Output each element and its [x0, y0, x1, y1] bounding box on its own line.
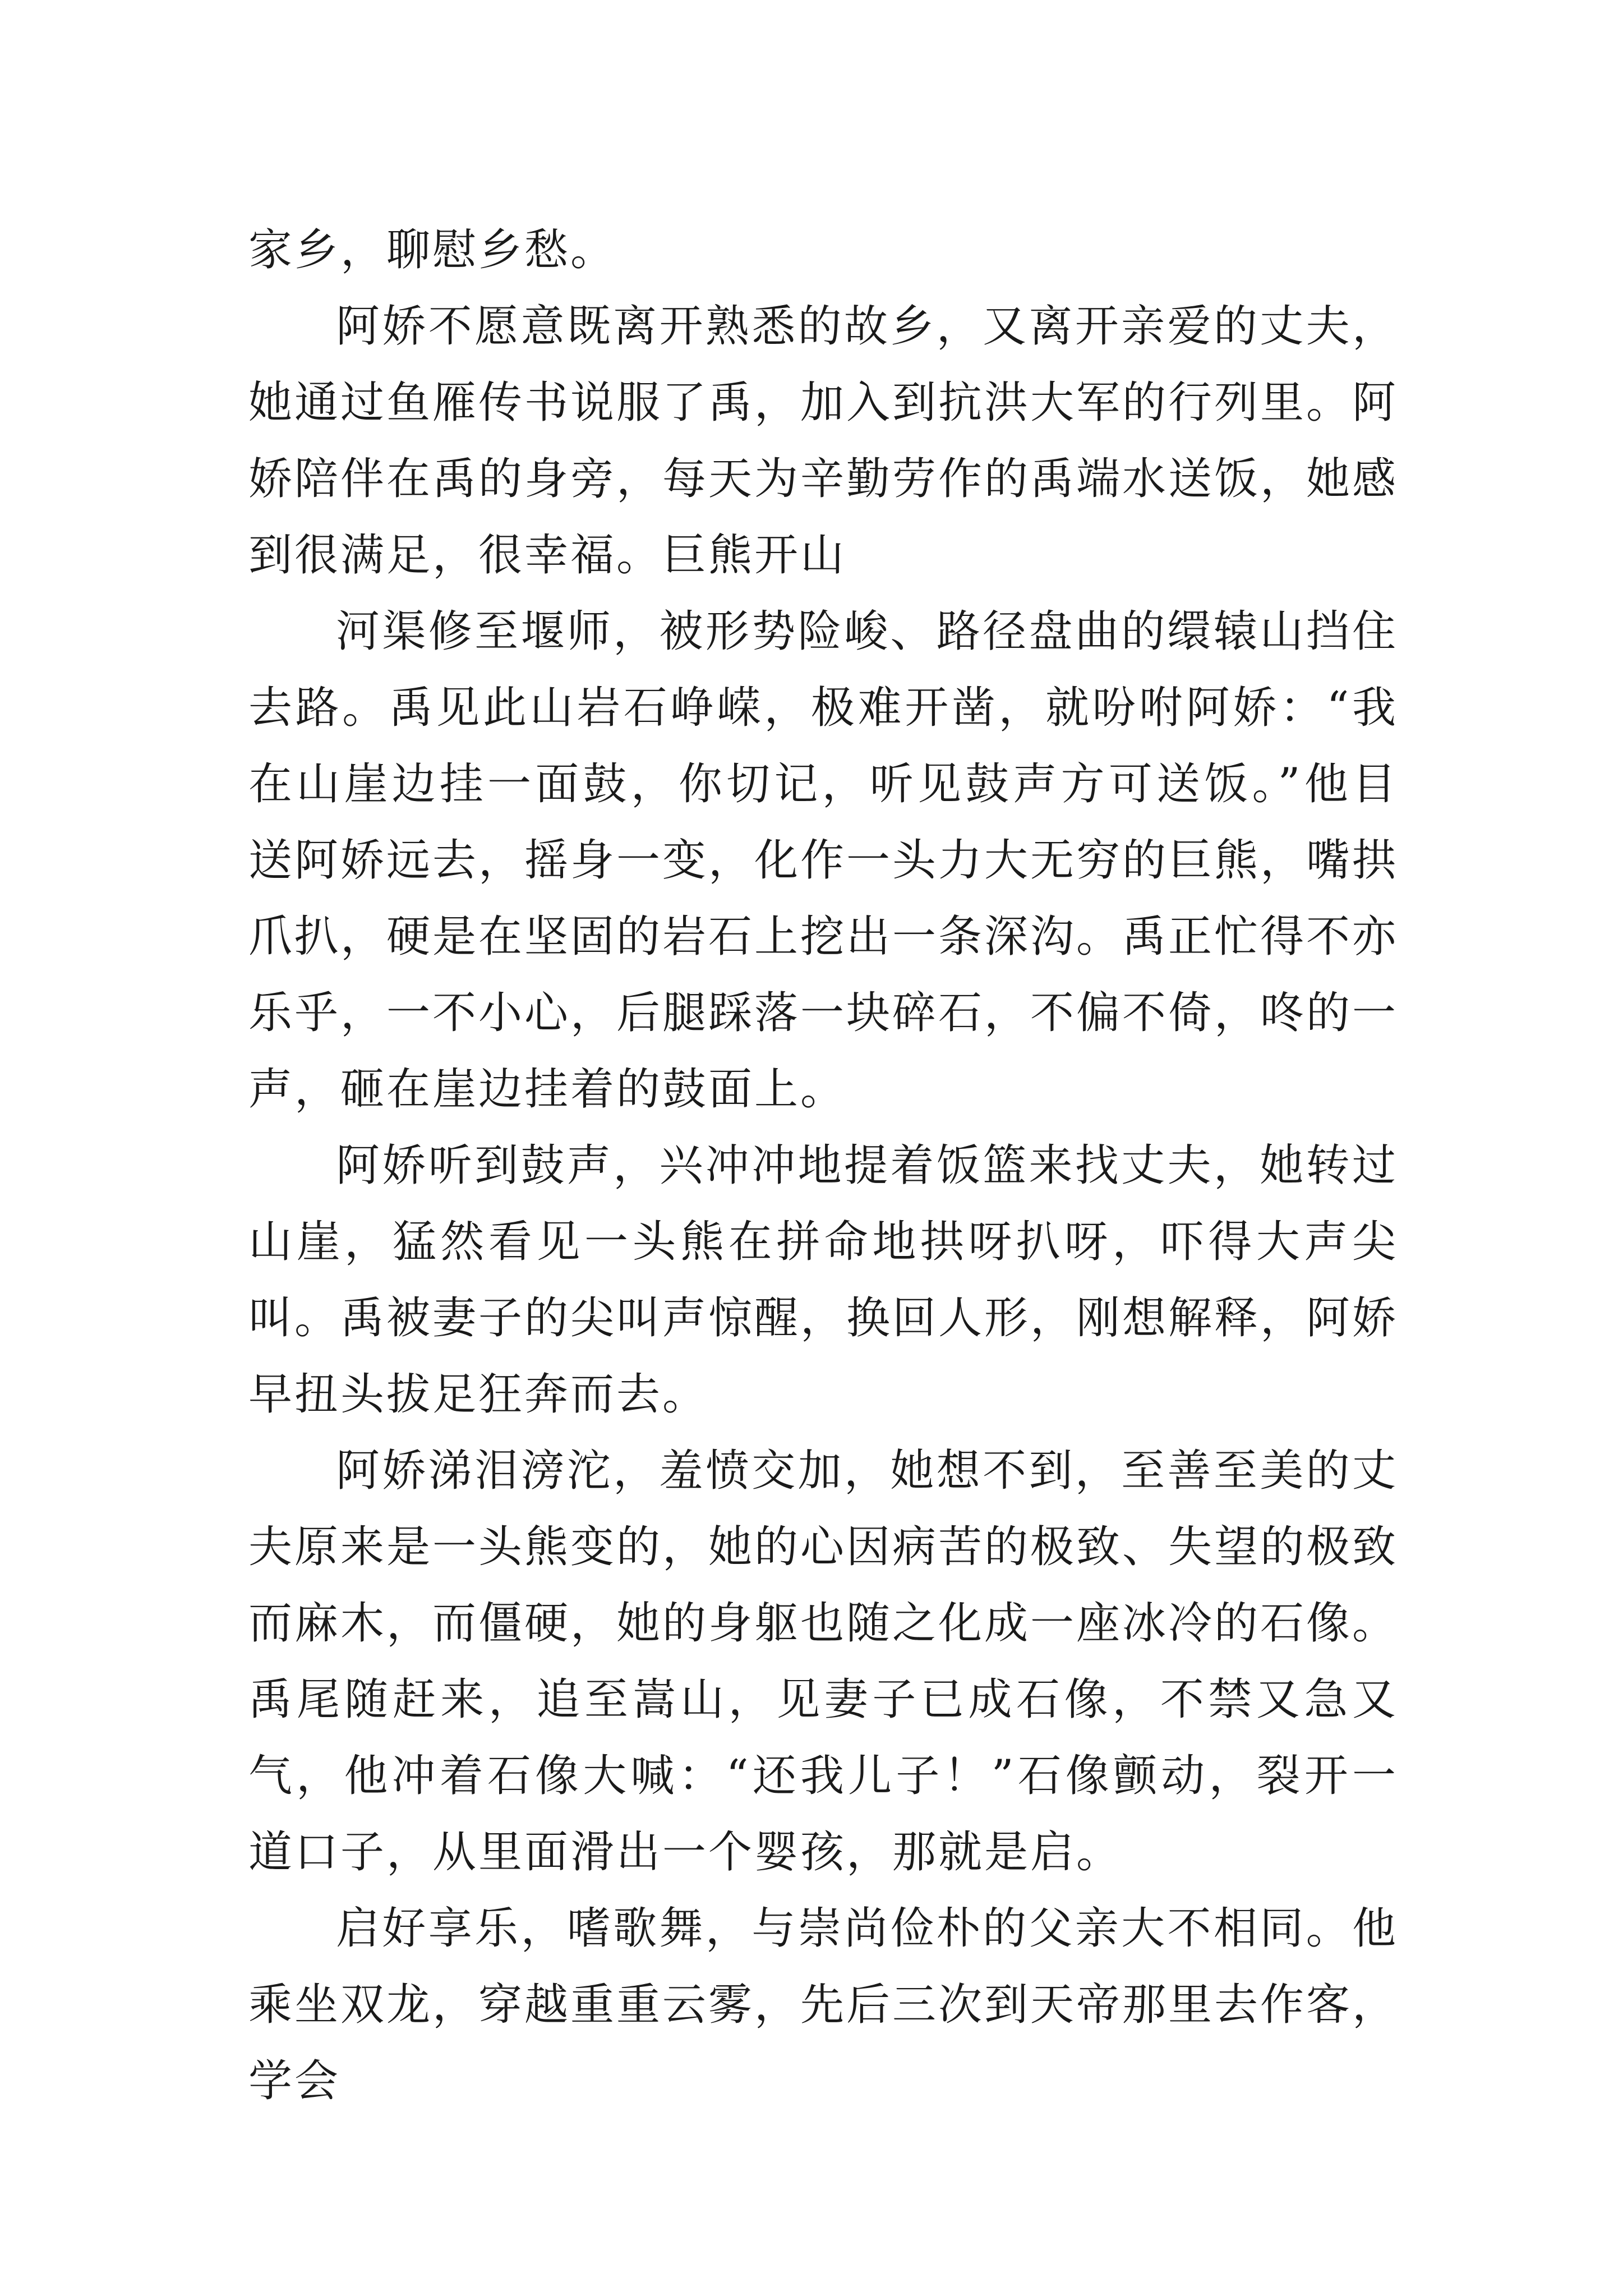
paragraph: 启好享乐，嗜歌舞，与崇尚俭朴的父亲大不相同。他乘坐双龙，穿越重重云雾，先后三次到天帝那里去作客，学会 [248, 1903, 1399, 2106]
paragraph: 家乡，聊慰乡愁。 [248, 225, 617, 275]
paragraph: 阿娇涕泪滂沱，羞愤交加，她想不到，至善至美的丈夫原来是一头熊变的，她的心因病苦的极致、失望的极致而麻木，而僵硬，她的身躯也随之化成一座冰冷的石像。 禹尾随赶来，追至嵩山，见妻子已成石像，不禁又急又气，他冲着石像大喊：“还我儿子！”石像颤动，裂开一道口子，从里面滑出一个婴孩，那就是启。 [248, 1446, 1399, 1878]
paragraph: 阿娇听到鼓声，兴冲冲地提着饭篮来找丈夫，她转过山崖，猛然看见一头熊在拼命地拱呀扒呀，吓得大声尖叫。禹被妻子的尖叫声惊醒，换回人形，刚想解释，阿娇早扭头拔足狂奔而去。 [248, 1140, 1399, 1420]
body-text [248, 212, 1398, 2119]
paragraph: 河渠修至堰师，被形势险峻、路径盘曲的缳辕山挡住去路。禹见此山岩石峥嵘，极难开凿，就吩咐阿娇：“我在山崖边挂一面鼓，你切记，听见鼓声方可送饭。”他目送阿娇远去，摇身一变，化作一头力大无穷的巨熊，嘴拱爪扒，硬是在坚固的岩石上挖出一条深沟。禹正忙得不亦乐乎，一不小心，后腿踩落一块碎石，不偏不倚，咚的一声，砸在崖边挂着的鼓面上。 [248, 606, 1399, 1115]
paragraph: 阿娇不愿意既离开熟悉的故乡，又离开亲爱的丈夫，她通过鱼雁传书说服了禹，加入到抗洪大军的行列里。阿娇陪伴在禹的身旁，每天为辛勤劳作的禹端水送饭，她感到很满足，很幸福。巨熊开山 [248, 301, 1399, 581]
